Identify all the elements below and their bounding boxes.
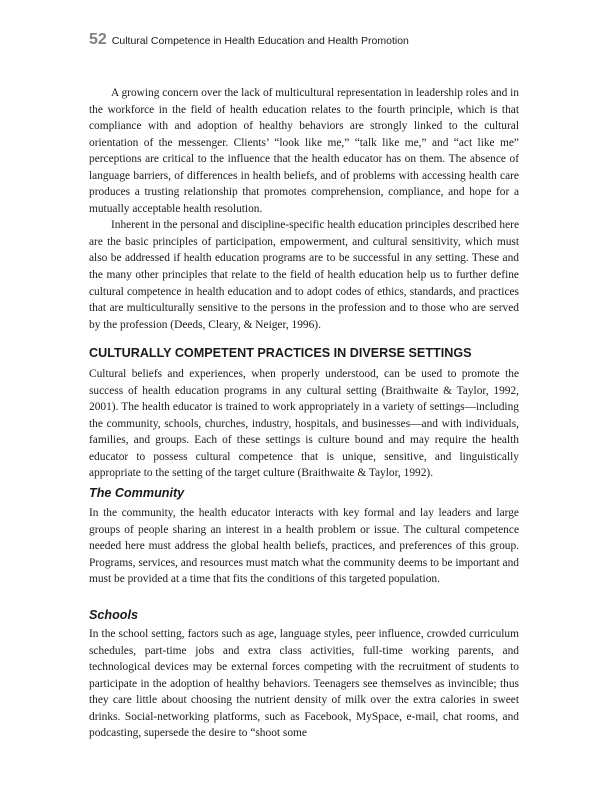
running-head: [89, 31, 529, 53]
section-text: [89, 366, 519, 482]
schools-text: [89, 626, 519, 742]
page-number: 52: [89, 31, 107, 48]
section-heading: CULTURALLY COMPETENT PRACTICES IN DIVERSE SETTINGS: [89, 346, 472, 360]
intro-text: [89, 85, 519, 333]
community-paragraph: In the community, the health educator interacts with key formal and lay leaders and large groups of people sharing an interest in a health problem or issue. The cultural competence needed here must address the global health beliefs, practices, and preferences of this group. Programs, services, and resources must match what the community deems to be important and must be provided at a time that fits the conditions of this targeted population.: [89, 507, 519, 586]
schools-paragraph: In the school setting, factors such as age, language styles, peer influence, crowded curriculum schedules, part-time jobs and extra class activities, full-time working parents, and technological devices may be external forces competing with the recruitment of students to participate in the adoption of healthy behaviors. Teenagers see themselves as invincible; thus they care little about choosing the nutrient density of milk over the extra calories in sweet drinks. Social-networking platforms, such as Facebook, MySpace, e-mail, chat rooms, and podcasting, supersede the desire to “shoot some: [89, 628, 519, 740]
intro-paragraph-2: Inherent in the personal and discipline-specific health education principles described here are the basic principles of participation, empowerment, and cultural sensitivity, which must also be addressed if health education programs are to be successful in any setting. These and the many other principles that relate to the field of health education help us to further define cultural competence in health education and to adopt codes of ethics, standards, and practices that are multiculturally sensitive to the persons in the profession and to those who are served by the profession (Deeds, Cleary, & Neiger, 1996).: [89, 219, 520, 331]
subheading-schools: Schools: [89, 608, 138, 622]
subheading-community: The Community: [89, 486, 185, 500]
intro-paragraph-1: A growing concern over the lack of multicultural representation in leadership roles and in the workforce in the field of health education relates to the fourth principle, which is that compliance with and adoption of healthy behaviors are strongly linked to the cultural orientation of the messenger. Clients’ “look like me,” “talk like me,” and “act like me” perceptions are critical to the influence that the health educator has on them. The absence of language barriers, of differences in health beliefs, and of problems with accessing health care produces a trusting relationship that promotes comprehension, compliance, and hope for a mutually acceptable health resolution.: [89, 87, 519, 215]
section-paragraph: Cultural beliefs and experiences, when properly understood, can be used to promote the success of health education programs in any cultural setting (Braithwaite & Taylor, 1992, 2001). The health educator is trained to work appropriately in a variety of settings—including the community, schools, churches, industry, hospitals, and businesses—and with individuals, families, and groups. Each of these settings is culture bound and may require the health educator to possess cultural competence that is unique, sensitive, and linguistically appropriate to the setting of the target culture (Braithwaite & Taylor, 1992).: [89, 368, 519, 480]
running-title: Cultural Competence in Health Education and Health Promotion: [111, 35, 409, 47]
community-text: [89, 505, 519, 588]
